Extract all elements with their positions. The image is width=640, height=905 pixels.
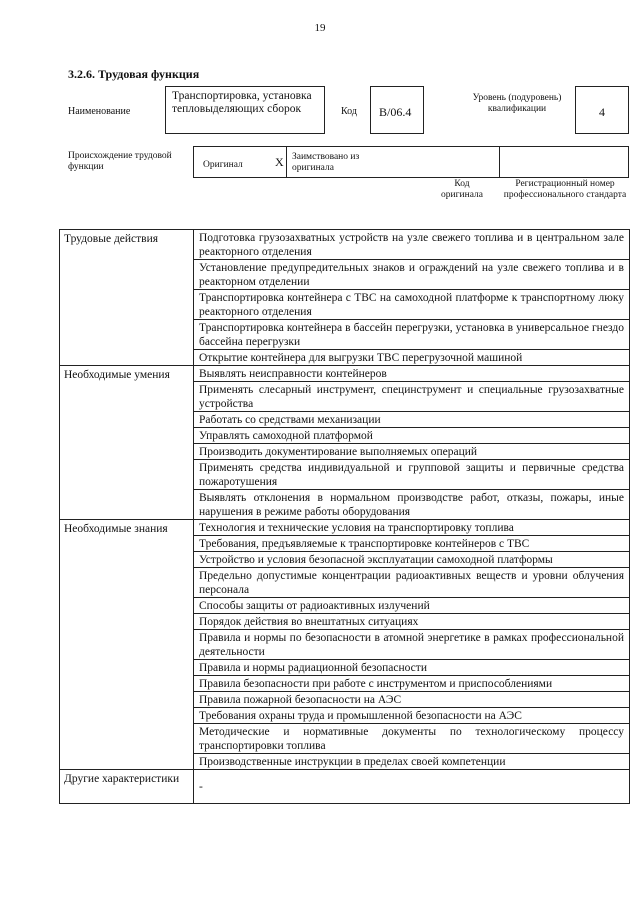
table-cell-item: Требования охраны труда и промышленной безопасности на АЭС [194,708,630,724]
origin-table [193,146,629,178]
table-cell-item: Требования, предъявляемые к транспортировке контейнеров с ТВС [194,536,630,552]
reg-number-label: Регистрационный номер профессионального стандарта [503,179,627,200]
table-cell-item: Методические и нормативные документы по технологическому процессу транспортировки топлива [194,724,630,754]
table-cell-item: Установление предупредительных знаков и ограждений на узле свежего топлива и в реакторном отделении [194,260,630,290]
original-label: Оригинал [203,160,243,170]
section-label: Другие характеристики [60,770,194,804]
section-label: Трудовые действия [60,230,194,366]
table-cell-item: Работать со средствами механизации [194,412,630,428]
table-cell-item: Применять слесарный инструмент, специнструмент и специальные грузозахватные устройства [194,382,630,412]
table-cell-item: Производить документирование выполняемых операций [194,444,630,460]
table-cell-item: Управлять самоходной платформой [194,428,630,444]
table-cell-item: Правила и нормы радиационной безопасности [194,660,630,676]
table-cell-item: Способы защиты от радиоактивных излучений [194,598,630,614]
function-table [59,229,630,804]
table-cell-item: Выявлять неисправности контейнеров [194,366,630,382]
table-cell-item: - [194,770,630,804]
table-cell-item: Правила безопасности при работе с инструментом и приспособлениями [194,676,630,692]
level-value-box: 4 [575,86,629,134]
table-cell-item: Технология и технические условия на транспортировку топлива [194,520,630,536]
table-cell-item: Правила пожарной безопасности на АЭС [194,692,630,708]
code-label: Код [341,106,357,117]
table-cell-item: Производственные инструкции в пределах своей компетенции [194,754,630,770]
code-value-box: B/06.4 [370,86,424,134]
table-cell-item: Выявлять отклонения в нормальном производстве работ, отказы, пожары, иные нарушения в режиме работы оборудования [194,490,630,520]
table-cell-item: Подготовка грузозахватных устройств на узле свежего топлива и в центральном зале реакторного отделения [194,230,630,260]
table-row [60,366,630,382]
code-original-label: Код оригинала [441,179,483,200]
table-cell-item: Открытие контейнера для выгрузки ТВС перегрузочной машиной [194,350,630,366]
table-row [60,770,630,804]
borrowed-label: Заимствовано из оригинала [292,152,360,173]
table-row [60,230,630,260]
table-cell-item: Транспортировка контейнера с ТВС на самоходной платформе к транспортному люку реакторного отделения [194,290,630,320]
table-cell-item: Устройство и условия безопасной эксплуатации самоходной платформы [194,552,630,568]
name-label: Наименование [68,106,131,117]
table-cell-item: Правила и нормы по безопасности в атомной энергетике в рамках профессиональной деятельности [194,630,630,660]
table-cell-item: Применять средства индивидуальной и групповой защиты и первичные средства пожаротушения [194,460,630,490]
section-label: Необходимые умения [60,366,194,520]
table-row [60,520,630,536]
page-number: 19 [314,22,326,34]
name-value-box: Транспортировка, установка тепловыделяющих сборок [165,86,325,134]
original-mark: X [275,155,284,169]
table-cell-item: Порядок действия во внештатных ситуациях [194,614,630,630]
section-title: 3.2.6. Трудовая функция [68,67,200,81]
section-label: Необходимые знания [60,520,194,770]
table-cell-item: Транспортировка контейнера в бассейн перегрузки, установка в универсальное гнездо бассейна перегрузки [194,320,630,350]
level-label: Уровень (подуровень) квалификации [472,93,562,114]
table-cell-item: Предельно допустимые концентрации радиоактивных веществ и уровни облучения персонала [194,568,630,598]
origin-label: Происхождение трудовой функции [68,151,172,172]
